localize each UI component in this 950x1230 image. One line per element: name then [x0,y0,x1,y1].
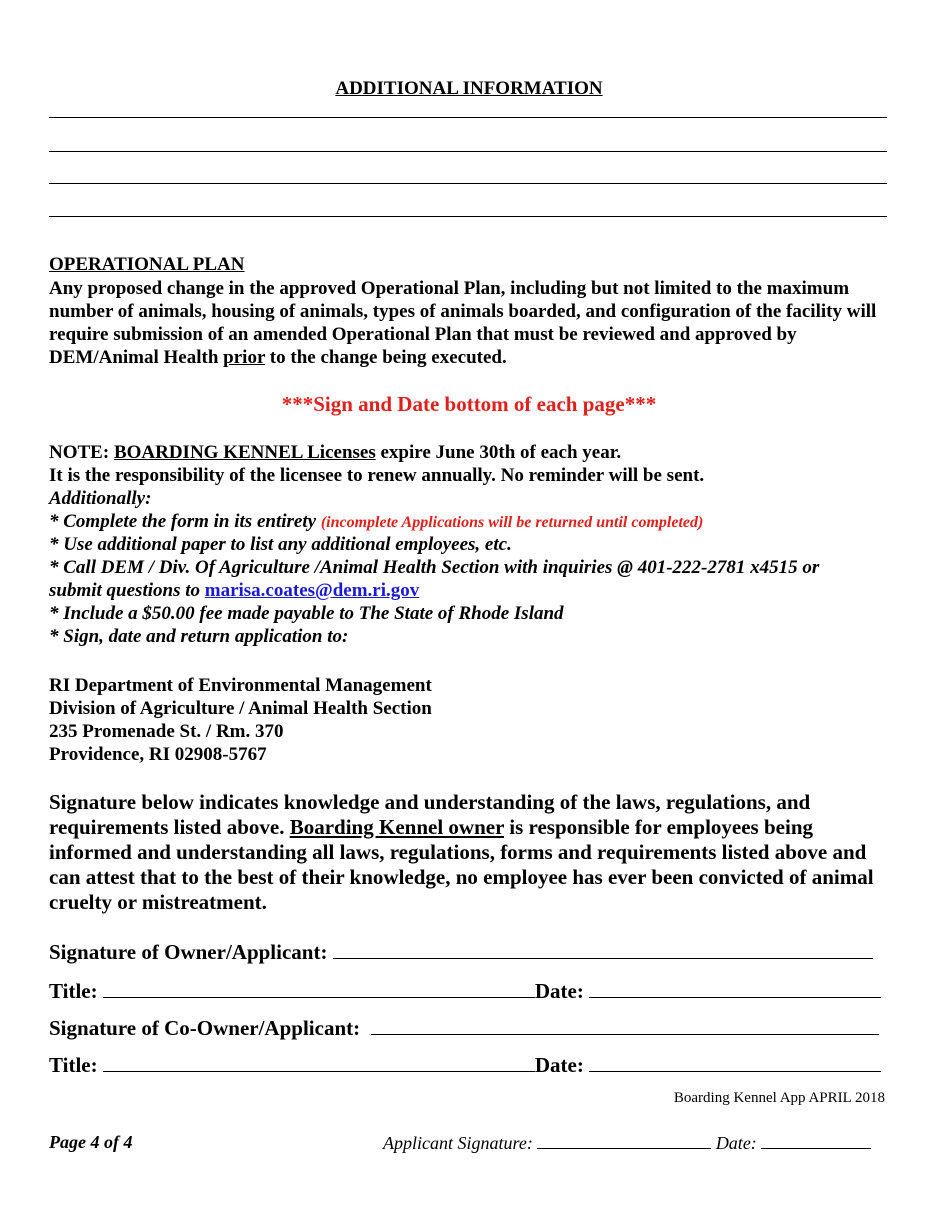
address-line-3: 235 Promenade St. / Rm. 370 [49,721,284,742]
owner-signature-field[interactable] [333,940,873,959]
address-line-4: Providence, RI 02908-5767 [49,744,267,765]
footer-signature-field[interactable] [537,1132,711,1149]
note-bullet-paper: * Use additional paper to list any additional employees, etc. [49,534,512,555]
note-bullet-call: * Call DEM / Div. Of Agriculture /Animal Health Section with inquiries @ 401-222-2781 x4515 or [49,557,820,578]
address-line-2: Division of Agriculture / Animal Health Section [49,698,432,719]
note-additionally: Additionally: [49,488,152,509]
coowner-signature-row [49,1016,879,1041]
operational-plan-text: Any proposed change in the approved Operational Plan, including but not limited to the maximum number of animals, housing of animals, types of animals boarded, and configuration of the facility will require submission of an amended Operational Plan that must be reviewed and approved by DEM/Animal Health prior to the change being executed. [49,278,877,368]
note-bullet-email: submit questions to marisa.coates@dem.ri.gov [49,580,420,601]
additional-info-line-1[interactable] [49,117,887,118]
owner-title-label: Title: [49,979,98,1003]
coowner-signature-field[interactable] [371,1016,879,1035]
owner-title-field[interactable] [103,979,535,998]
owner-signature-label: Signature of Owner/Applicant: [49,940,328,964]
owner-date-label: Date: [534,979,584,1003]
coowner-title-label: Title: [49,1053,98,1077]
owner-date-field[interactable] [589,979,881,998]
sign-date-notice: ***Sign and Date bottom of each page*** [281,392,657,416]
footer-date-field[interactable] [761,1132,871,1149]
operational-plan-title: OPERATIONAL PLAN [49,254,245,275]
note-license-expiry: NOTE: BOARDING KENNEL Licenses expire June 30th of each year. [49,442,622,463]
note-bullet-complete: * Complete the form in its entirety (incomplete Applications will be returned until completed) [49,511,704,532]
additional-info-line-3[interactable] [49,183,887,184]
note-renew: It is the responsibility of the licensee to renew annually. No reminder will be sent. [49,465,705,486]
coowner-title-field[interactable] [103,1053,535,1072]
owner-title-row [49,979,881,1004]
address-line-1: RI Department of Environmental Management [49,675,432,696]
coowner-signature-label: Signature of Co-Owner/Applicant: [49,1016,361,1040]
note-bullet-fee: * Include a $50.00 fee made payable to The State of Rhode Island [49,603,564,624]
owner-signature-row [49,940,873,965]
additional-info-title: ADDITIONAL INFORMATION [335,78,603,99]
note-bullet-return: * Sign, date and return application to: [49,626,349,647]
coowner-date-label: Date: [534,1053,584,1077]
coowner-date-field[interactable] [589,1053,881,1072]
email-link[interactable]: marisa.coates@dem.ri.gov [204,580,420,601]
footer-applicant-signature: Applicant Signature: Date: [383,1132,871,1154]
signature-statement: Signature below indicates knowledge and understanding of the laws, regulations, and requirements listed above. Boarding Kennel owner is responsible for employees being informed and understanding all laws, regulations, forms and requirements listed above and can attest that to the best of their knowledge, no employee has ever been convicted of animal cruelty or mistreatment. [49,790,874,914]
page-number: Page 4 of 4 [49,1132,133,1152]
form-version: Boarding Kennel App APRIL 2018 [673,1090,885,1106]
additional-info-line-4[interactable] [49,216,887,217]
coowner-title-row [49,1053,881,1078]
additional-info-line-2[interactable] [49,151,887,152]
